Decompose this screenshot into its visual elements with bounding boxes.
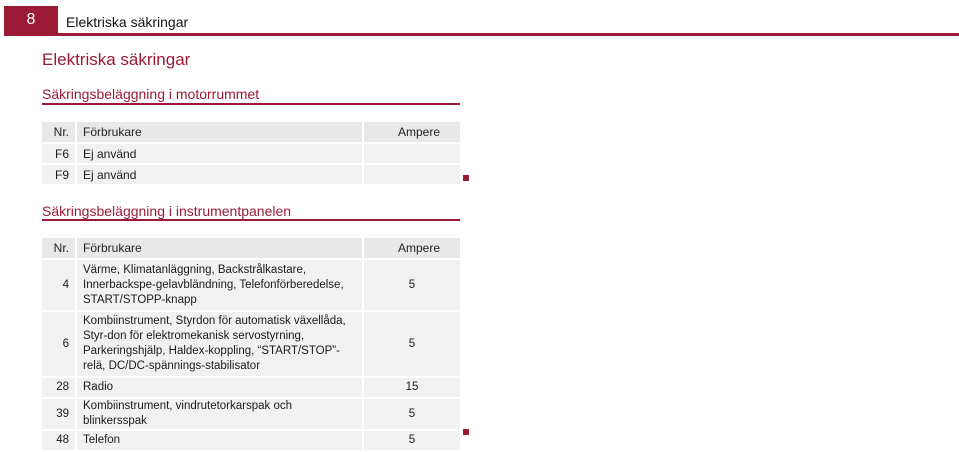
cell-consumer: Radio bbox=[77, 378, 362, 399]
column-header-nr: Nr. bbox=[42, 122, 77, 144]
column-header-consumer: Förbrukare bbox=[77, 238, 362, 260]
cell-ampere bbox=[362, 165, 460, 186]
cell-nr: 4 bbox=[42, 260, 77, 312]
fuse-table-dashboard bbox=[42, 238, 460, 452]
section-title-dashboard: Säkringsbeläggning i instrumentpanelen bbox=[42, 203, 292, 219]
cell-nr: 48 bbox=[42, 431, 77, 452]
cell-ampere: 5 bbox=[362, 399, 460, 431]
table-row bbox=[42, 312, 460, 378]
table-row bbox=[42, 378, 460, 399]
table-row bbox=[42, 144, 460, 165]
table-row bbox=[42, 431, 460, 452]
column-header-ampere: Ampere bbox=[362, 122, 460, 144]
cell-ampere: 5 bbox=[362, 312, 460, 378]
page-title: Elektriska säkringar bbox=[42, 50, 191, 69]
table-row bbox=[42, 165, 460, 186]
cell-nr: 6 bbox=[42, 312, 77, 378]
column-header-ampere: Ampere bbox=[362, 238, 460, 260]
cell-ampere bbox=[362, 144, 460, 165]
cell-nr: 28 bbox=[42, 378, 77, 399]
cell-nr: 39 bbox=[42, 399, 77, 431]
section-rule bbox=[42, 219, 460, 221]
section-end-marker bbox=[463, 175, 469, 181]
cell-nr: F9 bbox=[42, 165, 77, 186]
cell-consumer: Värme, Klimatanläggning, Backstrålkastare, Innerbackspe-gelavbländning, Telefonförberedelse, START/STOPP-knapp bbox=[77, 260, 362, 312]
column-header-consumer: Förbrukare bbox=[77, 122, 362, 144]
header-rule bbox=[4, 33, 959, 36]
cell-consumer: Ej använd bbox=[77, 165, 362, 186]
running-header-title: Elektriska säkringar bbox=[66, 14, 189, 30]
section-title-engine: Säkringsbeläggning i motorrummet bbox=[42, 86, 260, 102]
cell-consumer: Ej använd bbox=[77, 144, 362, 165]
cell-consumer: Telefon bbox=[77, 431, 362, 452]
fuse-table-engine bbox=[42, 122, 460, 186]
section-end-marker bbox=[463, 429, 469, 435]
table-row bbox=[42, 399, 460, 431]
cell-ampere: 15 bbox=[362, 378, 460, 399]
page-number: 8 bbox=[4, 6, 58, 34]
column-header-nr: Nr. bbox=[42, 238, 77, 260]
cell-consumer: Kombiinstrument, Styrdon för automatisk växellåda, Styr-don för elektromekanisk servostyrning, Parkeringshjälp, Haldex-koppling, “START/STOP”-relä, DC/DC-spännings-stabilisator bbox=[77, 312, 362, 378]
cell-consumer: Kombiinstrument, vindrutetorkarspak och blinkersspak bbox=[77, 399, 362, 431]
table-header-row bbox=[42, 122, 460, 144]
table-header-row bbox=[42, 238, 460, 260]
table-row bbox=[42, 260, 460, 312]
section-rule bbox=[42, 103, 460, 105]
cell-ampere: 5 bbox=[362, 260, 460, 312]
cell-ampere: 5 bbox=[362, 431, 460, 452]
cell-nr: F6 bbox=[42, 144, 77, 165]
